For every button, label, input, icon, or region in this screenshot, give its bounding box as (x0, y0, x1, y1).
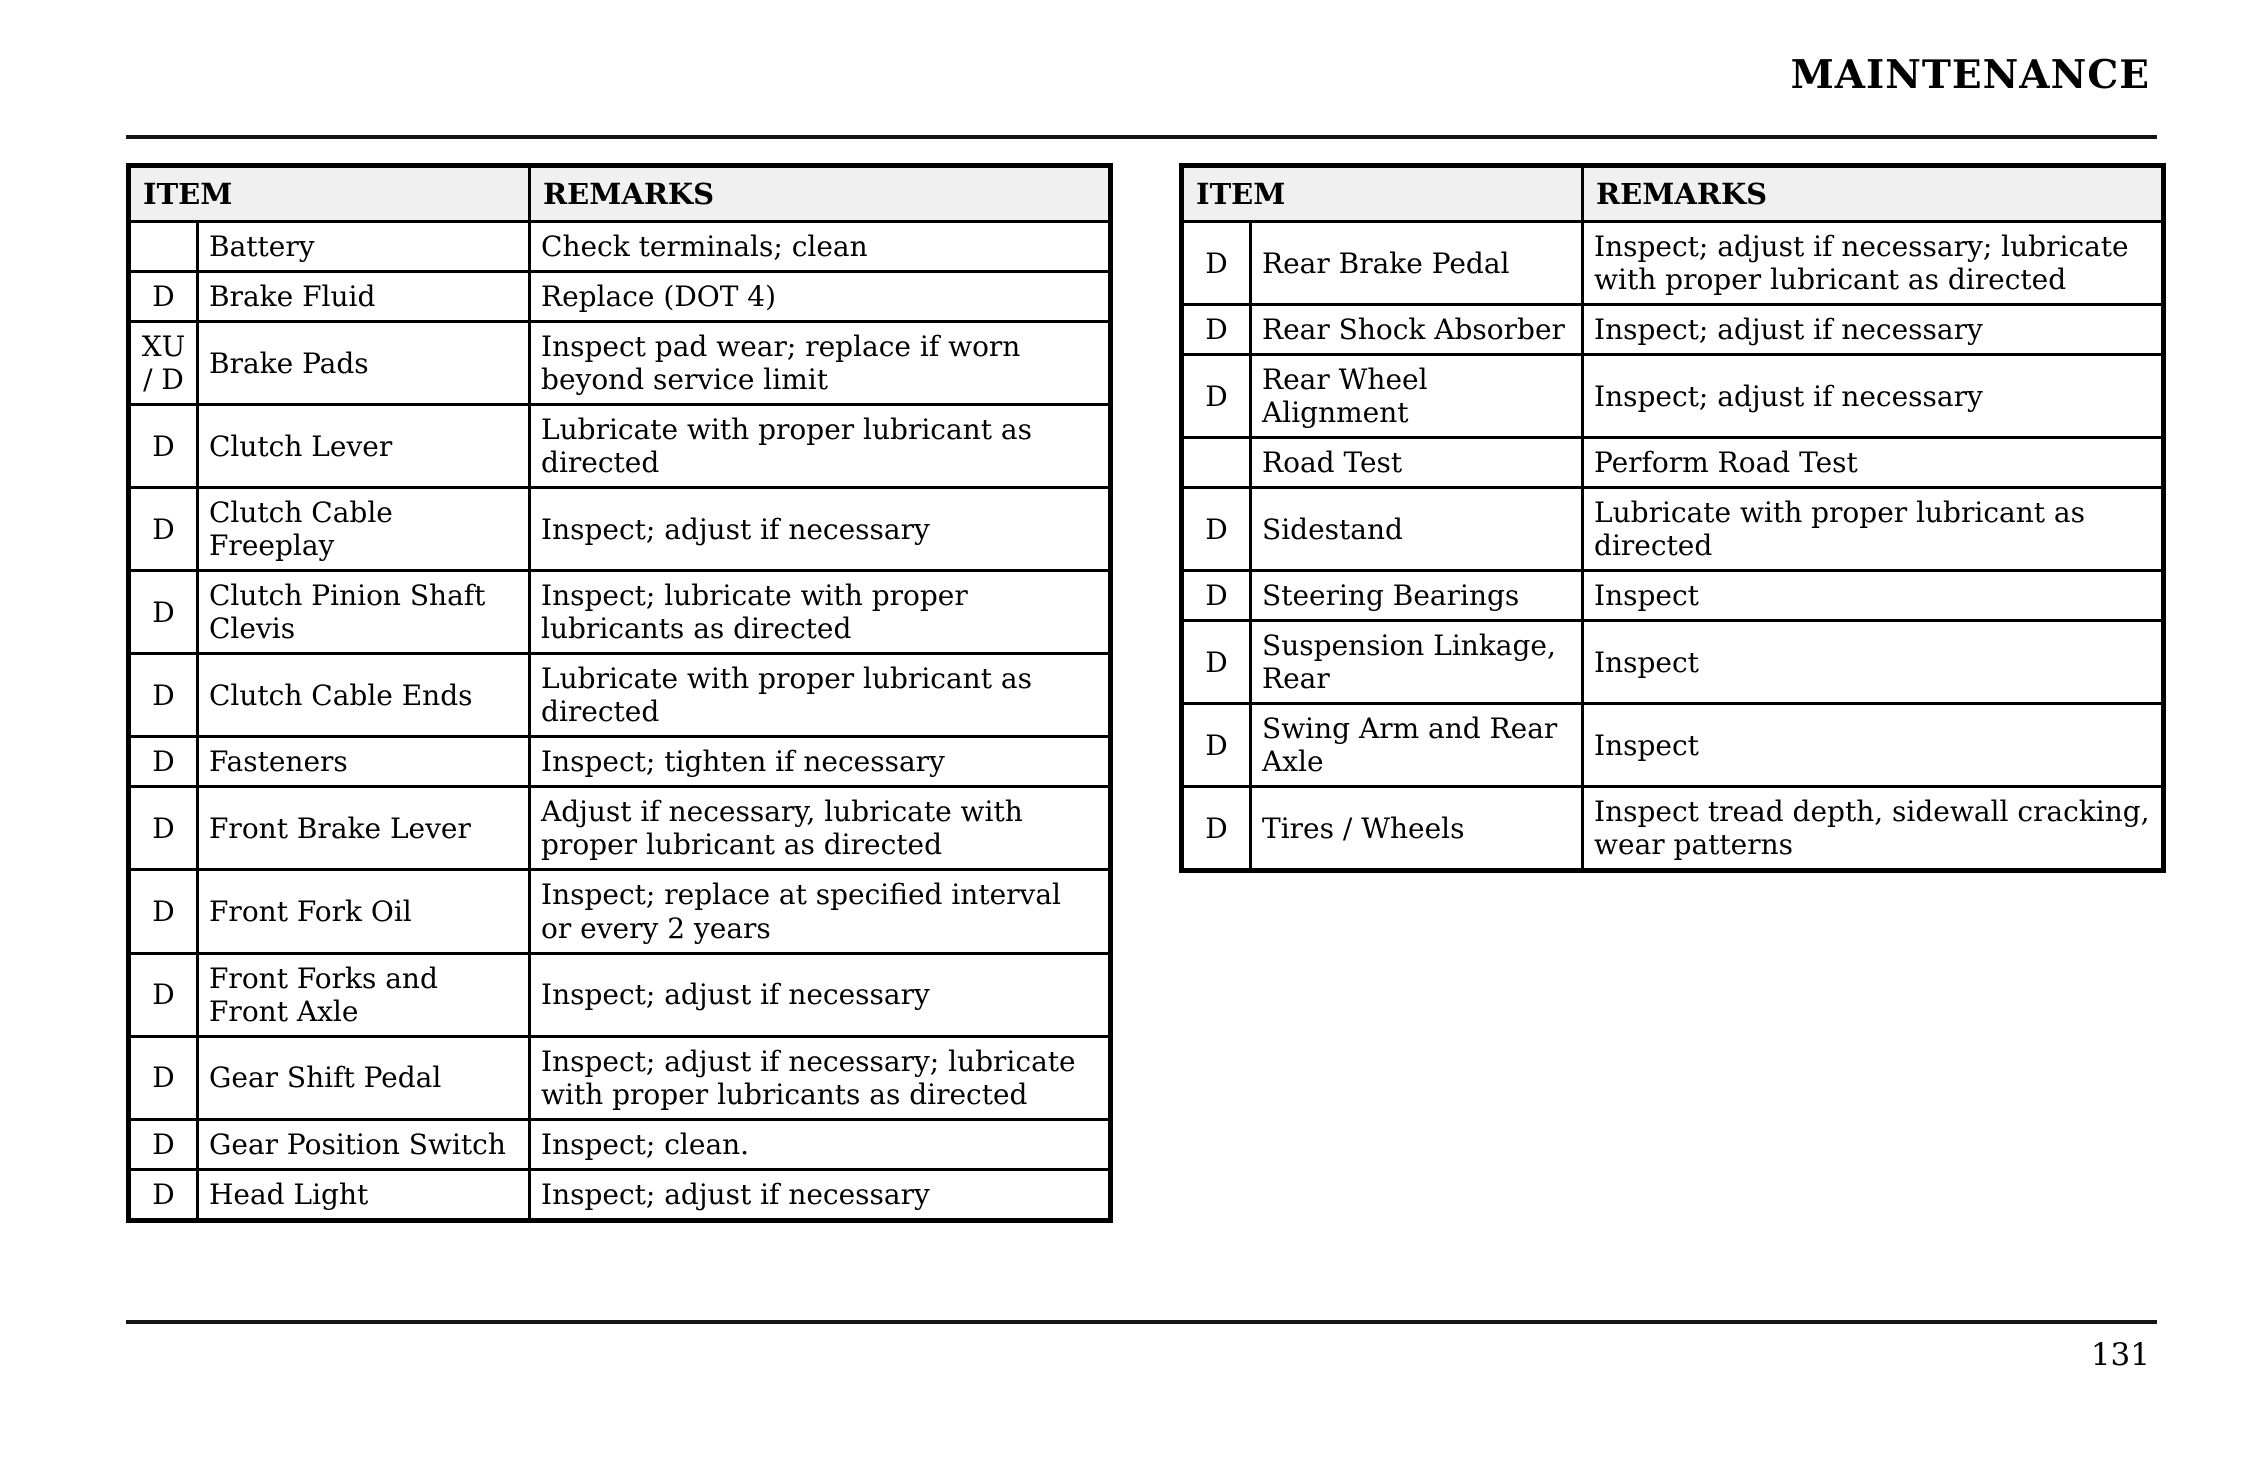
item-cell: Rear Shock Absorber (1251, 305, 1583, 355)
table-row (1182, 704, 2164, 787)
service-code-cell: D (1182, 787, 1251, 871)
item-cell: Front Brake Lever (198, 787, 530, 870)
service-code-cell (129, 222, 198, 272)
table-row (1182, 488, 2164, 571)
item-cell: Front Forks and Front Axle (198, 953, 530, 1036)
table-row (1182, 621, 2164, 704)
item-cell: Gear Position Switch (198, 1119, 530, 1169)
service-code-cell: D (129, 1169, 198, 1220)
service-code-cell: D (1182, 488, 1251, 571)
remarks-cell: Inspect (1583, 621, 2164, 704)
table-row (1182, 571, 2164, 621)
item-cell: Rear Wheel Alignment (1251, 355, 1583, 438)
header-rule (126, 135, 2157, 139)
remarks-cell: Inspect; adjust if necessary (1583, 305, 2164, 355)
remarks-cell: Inspect tread depth, sidewall cracking, wear patterns (1583, 787, 2164, 871)
table-row (1182, 438, 2164, 488)
table-row (129, 272, 1111, 322)
table-row (1182, 222, 2164, 305)
remarks-cell: Inspect; adjust if necessary (530, 953, 1111, 1036)
table-row (129, 405, 1111, 488)
table-row (129, 1169, 1111, 1220)
table-row (129, 571, 1111, 654)
service-code-cell: D (129, 1119, 198, 1169)
item-cell: Fasteners (198, 737, 530, 787)
remarks-cell: Inspect; adjust if necessary; lubricate with proper lubricant as directed (1583, 222, 2164, 305)
column-header-remarks: REMARKS (1583, 166, 2164, 222)
service-code-cell: D (129, 787, 198, 870)
service-code-cell: XU / D (129, 322, 198, 405)
service-code-cell: D (1182, 621, 1251, 704)
table-row (1182, 787, 2164, 871)
remarks-cell: Inspect (1583, 704, 2164, 787)
service-code-cell: D (129, 654, 198, 737)
item-cell: Clutch Cable Ends (198, 654, 530, 737)
item-cell: Rear Brake Pedal (1251, 222, 1583, 305)
item-cell: Head Light (198, 1169, 530, 1220)
table-row (129, 737, 1111, 787)
item-cell: Clutch Cable Freeplay (198, 488, 530, 571)
remarks-cell: Lubricate with proper lubricant as directed (1583, 488, 2164, 571)
item-cell: Steering Bearings (1251, 571, 1583, 621)
item-cell: Suspension Linkage, Rear (1251, 621, 1583, 704)
table-header-row (1182, 166, 2164, 222)
column-header-remarks: REMARKS (530, 166, 1111, 222)
service-code-cell: D (1182, 571, 1251, 621)
remarks-cell: Inspect; adjust if necessary (530, 1169, 1111, 1220)
item-cell: Clutch Pinion Shaft Clevis (198, 571, 530, 654)
service-code-cell: D (129, 953, 198, 1036)
service-code-cell: D (129, 488, 198, 571)
remarks-cell: Inspect; tighten if necessary (530, 737, 1111, 787)
service-code-cell: D (129, 1036, 198, 1119)
service-code-cell: D (1182, 704, 1251, 787)
remarks-cell: Lubricate with proper lubricant as directed (530, 405, 1111, 488)
item-cell: Sidestand (1251, 488, 1583, 571)
item-cell: Front Fork Oil (198, 870, 530, 953)
remarks-cell: Inspect; lubricate with proper lubricants as directed (530, 571, 1111, 654)
maintenance-table-left (126, 163, 1113, 1223)
table-row (129, 488, 1111, 571)
item-cell: Gear Shift Pedal (198, 1036, 530, 1119)
remarks-cell: Inspect; adjust if necessary; lubricate with proper lubricants as directed (530, 1036, 1111, 1119)
service-code-cell: D (1182, 355, 1251, 438)
remarks-cell: Inspect; adjust if necessary (1583, 355, 2164, 438)
service-code-cell: D (129, 737, 198, 787)
table-row (129, 654, 1111, 737)
remarks-cell: Adjust if necessary, lubricate with proper lubricant as directed (530, 787, 1111, 870)
table-row (129, 870, 1111, 953)
page-number: 131 (2090, 1337, 2150, 1373)
item-cell: Swing Arm and Rear Axle (1251, 704, 1583, 787)
service-code-cell: D (129, 405, 198, 488)
service-code-cell (1182, 438, 1251, 488)
remarks-cell: Replace (DOT 4) (530, 272, 1111, 322)
column-header-item: ITEM (1182, 166, 1583, 222)
item-cell: Battery (198, 222, 530, 272)
table-row (129, 787, 1111, 870)
item-cell: Brake Pads (198, 322, 530, 405)
remarks-cell: Inspect; adjust if necessary (530, 488, 1111, 571)
table-row (129, 322, 1111, 405)
table-row (129, 1036, 1111, 1119)
service-code-cell: D (129, 870, 198, 953)
service-code-cell: D (1182, 222, 1251, 305)
column-header-item: ITEM (129, 166, 530, 222)
remarks-cell: Perform Road Test (1583, 438, 2164, 488)
table-row (1182, 355, 2164, 438)
remarks-cell: Inspect pad wear; replace if worn beyond service limit (530, 322, 1111, 405)
page-title: MAINTENANCE (1790, 52, 2150, 98)
service-code-cell: D (129, 571, 198, 654)
service-code-cell: D (1182, 305, 1251, 355)
item-cell: Road Test (1251, 438, 1583, 488)
maintenance-table-right (1179, 163, 2166, 873)
item-cell: Clutch Lever (198, 405, 530, 488)
maintenance-tables (126, 163, 2166, 1223)
table-row (129, 222, 1111, 272)
table-header-row (129, 166, 1111, 222)
footer-rule (126, 1320, 2157, 1324)
service-code-cell: D (129, 272, 198, 322)
item-cell: Brake Fluid (198, 272, 530, 322)
item-cell: Tires / Wheels (1251, 787, 1583, 871)
remarks-cell: Inspect (1583, 571, 2164, 621)
remarks-cell: Inspect; clean. (530, 1119, 1111, 1169)
table-row (129, 1119, 1111, 1169)
table-row (1182, 305, 2164, 355)
table-row (129, 953, 1111, 1036)
remarks-cell: Check terminals; clean (530, 222, 1111, 272)
remarks-cell: Lubricate with proper lubricant as directed (530, 654, 1111, 737)
remarks-cell: Inspect; replace at specified interval or every 2 years (530, 870, 1111, 953)
